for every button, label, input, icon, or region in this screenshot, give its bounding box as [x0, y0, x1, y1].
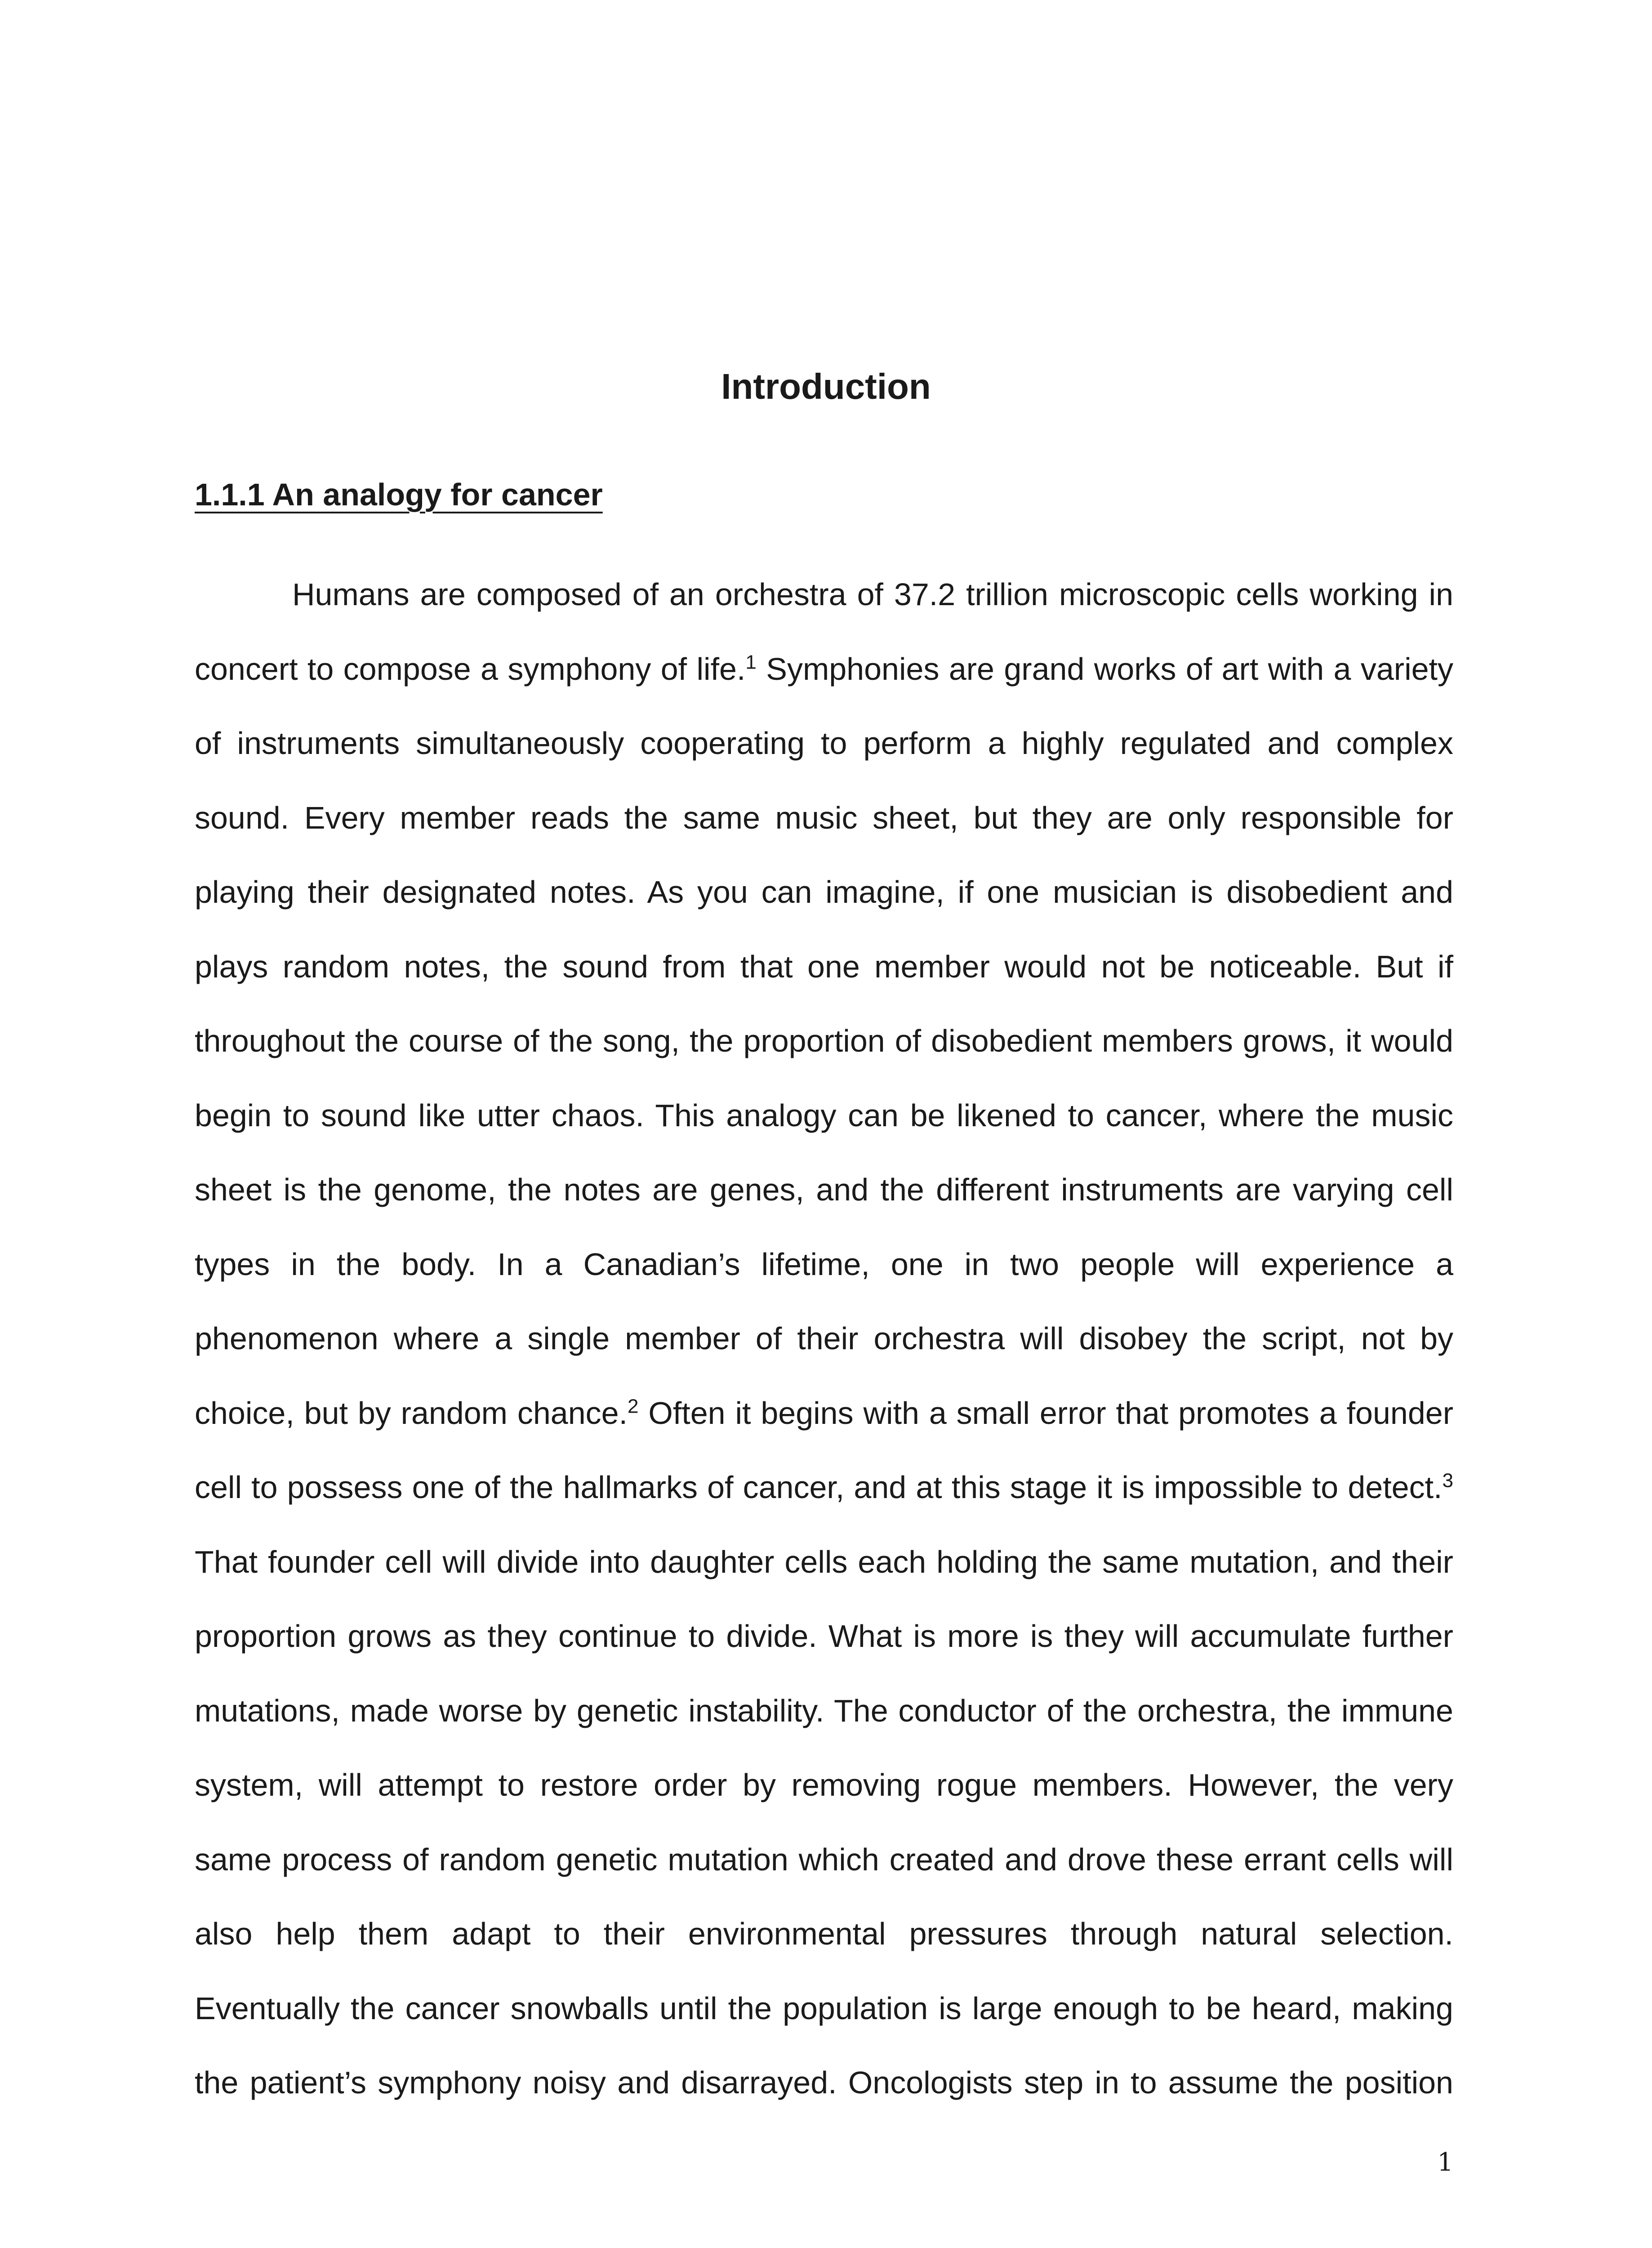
footnote-ref: 2 [628, 1395, 639, 1418]
footnote-ref: 3 [1442, 1469, 1453, 1492]
page-title: Introduction [721, 366, 931, 406]
paragraph-line: Eventually the cancer snowballs until the population is large enough to be heard, making [195, 1990, 1453, 2026]
paragraph-line: types in the body. In a Canadian’s lifetime, one in two people will experience a [195, 1246, 1453, 1282]
paragraph-line: same process of random genetic mutation which created and drove these errant cells will [195, 1842, 1453, 1877]
paragraph-line: playing their designated notes. As you can imagine, if one musician is disobedient and [195, 874, 1453, 910]
paragraph-line: throughout the course of the song, the proportion of disobedient members grows, it would [195, 1023, 1453, 1058]
paragraph-line: begin to sound like utter chaos. This analogy can be likened to cancer, where the music [195, 1097, 1453, 1133]
paragraph-line: also help them adapt to their environmental pressures through natural selection. [195, 1916, 1453, 1951]
paragraph-line: cell to possess one of the hallmarks of cancer, and at this stage it is impossible to detect.$^3$ [195, 1469, 1453, 1505]
page-number: 1 [1437, 2148, 1453, 2177]
section-heading: 1.1.1 An analogy for cancer [195, 477, 603, 512]
paragraph-line: phenomenon where a single member of their orchestra will disobey the script, not by [195, 1321, 1453, 1356]
paragraph-line: Humans are composed of an orchestra of 37.2 trillion microscopic cells working in [292, 577, 1453, 612]
paragraph-line: of instruments simultaneously cooperating to perform a highly regulated and complex [195, 726, 1453, 761]
paragraph-line: sheet is the genome, the notes are genes, and the different instruments are varying cell [195, 1172, 1453, 1207]
paragraph-line: That founder cell will divide into daughter cells each holding the same mutation, and their [195, 1544, 1453, 1579]
paragraph-line: system, will attempt to restore order by removing rogue members. However, the very [195, 1767, 1453, 1802]
footnote-ref: 1 [745, 651, 757, 674]
paragraph-line: the patient’s symphony noisy and disarrayed. Oncologists step in to assume the position [195, 2065, 1453, 2100]
paragraph-line: choice, but by random chance.$^2$ Often it begins with a small error that promotes a founder [195, 1395, 1453, 1431]
paragraph-line: sound. Every member reads the same music sheet, but they are only responsible for [195, 800, 1453, 835]
paragraph-line: proportion grows as they continue to divide. What is more is they will accumulate further [195, 1619, 1453, 1654]
paragraph-line: plays random notes, the sound from that one member would not be noticeable. But if [195, 949, 1453, 984]
paragraph-line: mutations, made worse by genetic instability. The conductor of the orchestra, the immune [195, 1693, 1453, 1728]
paragraph-line: concert to compose a symphony of life.$^1$ Symphonies are grand works of art with a variety [195, 651, 1453, 687]
body-paragraph [195, 567, 1453, 2130]
